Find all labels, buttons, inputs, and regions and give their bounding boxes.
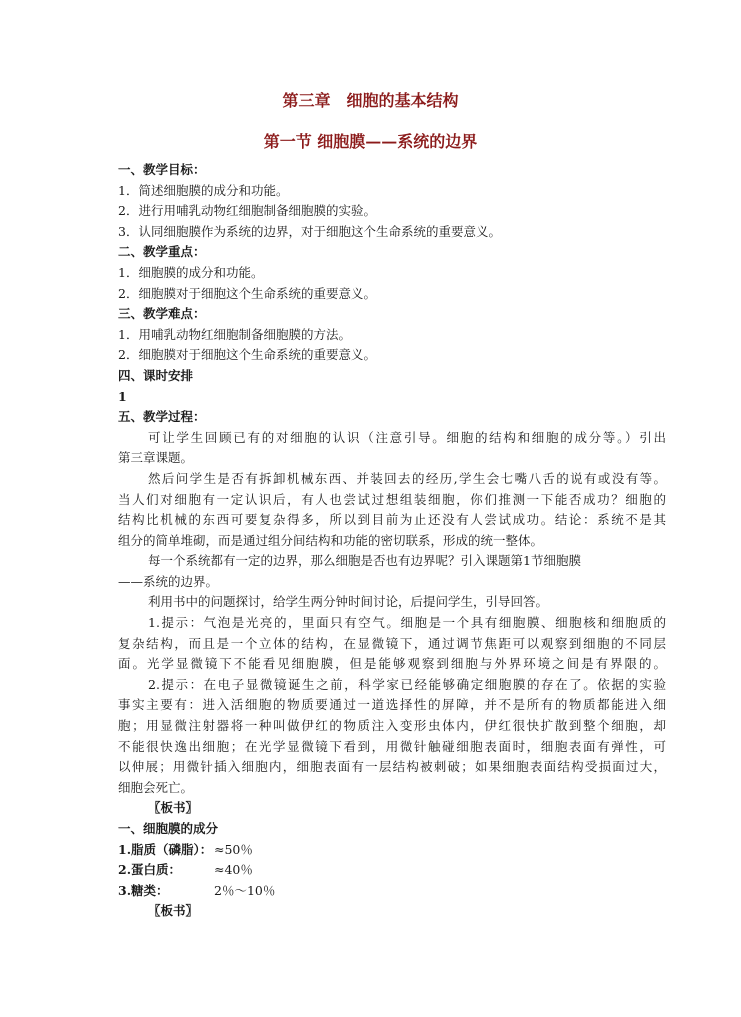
- text-line: 1: [118, 388, 127, 404]
- chapter-title: 第三章 细胞的基本结构: [282, 91, 459, 110]
- text-line: 3．认同细胞膜作为系统的边界，对于细胞这个生命系统的重要意义。: [118, 223, 501, 239]
- text-line: 组分的简单堆砌，而是通过组分间结构和功能的密切联系，形成的统一整体。: [118, 532, 544, 548]
- text-line: 复杂结构，而且是一个立体的结构，在显微镜下，通过调节焦距可以观察到细胞的不同层: [118, 635, 666, 651]
- section-title: 第一节 细胞膜——系统的边界: [263, 132, 478, 151]
- text-line: 每一个系统都有一定的边界，那么细胞是否也有边界呢？引入课题第1节细胞膜: [148, 553, 581, 569]
- board-heading: 〖板书〗: [148, 903, 199, 919]
- text-line: 当人们对细胞有一定认识后，有人也尝试过想组装细胞，你们推测一下能否成功？细胞的: [118, 491, 666, 507]
- text-line: 事实主要有：进入活细胞的物质要通过一道选择性的屏障，并不是所有的物质都能进入细: [118, 697, 666, 713]
- text-line: 2．进行用哺乳动物红细胞制备细胞膜的实验。: [118, 203, 376, 219]
- text-line: 二、教学重点：: [118, 244, 206, 260]
- component-value: ≈50％: [214, 841, 253, 857]
- component-row: [118, 840, 666, 861]
- component-label: 2.蛋白质：: [118, 862, 182, 878]
- component-row: [118, 881, 666, 902]
- text-line: 1．简述细胞膜的成分和功能。: [118, 182, 289, 198]
- text-line: 细胞会死亡。: [118, 779, 194, 795]
- text-line: 2．细胞膜对于细胞这个生命系统的重要意义。: [118, 285, 376, 301]
- component-row: [118, 860, 666, 881]
- text-line: 三、教学难点：: [118, 306, 206, 322]
- text-line: 然后问学生是否有拆卸机械东西、并装回去的经历,学生会七嘴八舌的说有或没有等。: [148, 470, 666, 486]
- text-line: 五、教学过程：: [118, 409, 206, 425]
- text-line: 1.提示：气泡是光亮的，里面只有空气。细胞是一个具有细胞膜、细胞核和细胞质的: [148, 615, 666, 631]
- text-line: ——系统的边界。: [118, 573, 219, 589]
- text-line: 四、课时安排: [118, 367, 194, 383]
- text-line: 结构比机械的东西可要复杂得多，所以到目前为止还没有人尝试成功。结论：系统不是其: [118, 512, 666, 528]
- component-value: ≈40％: [214, 862, 253, 878]
- text-line: 〖板书〗: [148, 800, 199, 816]
- text-line: 利用书中的问题探讨，给学生两分钟时间讨论，后提问学生，引导回答。: [148, 594, 549, 610]
- text-line: 面。光学显微镜下不能看见细胞膜，但是能够观察到细胞与外界环境之间是有界限的。: [118, 656, 666, 672]
- text-line: 胞；用显微注射器将一种叫做伊红的物质注入变形虫体内，伊红很快扩散到整个细胞，却: [118, 718, 666, 734]
- text-line: 第三章课题。: [118, 450, 194, 466]
- text-line: 1．用哺乳动物红细胞制备细胞膜的方法。: [118, 326, 351, 342]
- text-line: 可让学生回顾已有的对细胞的认识（注意引导。细胞的结构和细胞的成分等。）引出: [148, 429, 666, 445]
- text-line: 2．细胞膜对于细胞这个生命系统的重要意义。: [118, 347, 376, 363]
- text-line: 一、教学目标：: [118, 162, 206, 177]
- text-line: 1．细胞膜的成分和功能。: [118, 264, 264, 280]
- component-label: 1.脂质（磷脂）：: [118, 841, 213, 857]
- text-line: 一、细胞膜的成分: [118, 821, 219, 836]
- text-line: 以伸展；用微针插入细胞内，细胞表面有一层结构被刺破；如果细胞表面结构受损面过大，: [118, 759, 666, 775]
- text-line: 不能很快逸出细胞；在光学显微镜下看到，用微针触碰细胞表面时，细胞表面有弹性，可: [118, 738, 666, 754]
- text-line: 2.提示：在电子显微镜诞生之前，科学家已经能够确定细胞膜的存在了。依据的实验: [148, 676, 666, 692]
- component-value: 2％～10％: [214, 882, 276, 898]
- component-label: 3.糖类：: [118, 882, 169, 898]
- document-body: [118, 160, 666, 922]
